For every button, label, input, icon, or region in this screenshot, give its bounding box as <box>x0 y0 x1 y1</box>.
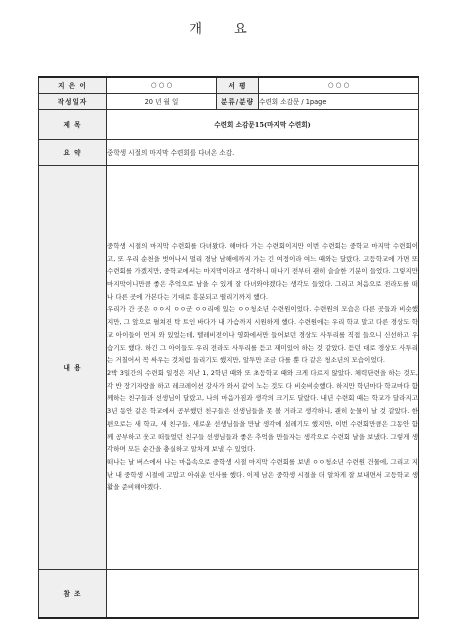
author-value: ○ ○ ○ <box>107 77 217 93</box>
author-label: 지 은 이 <box>39 77 107 93</box>
content-paragraph-3: 2박 3일간의 수련회 일정은 지난 1, 2학년 때와 또 초등학교 때와 크게 다르지 않았다. 체력단련을 하는 것도, 각 반 장기자랑을 하고 레크레이션 강사가 와서 같이 노는 것도 다 비슷비슷했다. 하지만 학년마다 학교마다 함께하는 친구들과 선생님이 달랐고, 나의 마음가짐과 생각의 크기도 달랐다. 내년 수련회 때는 학교가 달라지고 3년 동안 같은 학교에서 공부했던 친구들은 선생님들을 못 볼 거라고 생각하니, 괜히 눈물이 날 것 같았다. 한편으로는 새 학교, 새 친구들, 새로운 선생님들을 만날 생각에 설레기도 했지만, 이번 수련회만큼은 그동안 함께 공부하고 웃고 떠들었던 친구들 선생님들과 좋은 추억을 만들자는 생각으로 수련회 날을 보냈다. 그렇게 생각하며 모든 순간을 충실하고 알차게 보낼 수 있었다. <box>107 369 418 454</box>
category-label: 분류/분량 <box>217 93 259 109</box>
category-value: 수련회 소감문 / 1page <box>259 93 419 109</box>
content-paragraph-2: 우리가 간 곳은 ㅇㅇ시 ㅇㅇ군 ㅇㅇ리에 있는 ㅇㅇ청소년 수련원이었다. 수련원의 모습은 다른 곳들과 비슷했지만, 그 앞으로 펼쳐진 탁 트인 바다가 내 가슴까지 시원하게 했다. 수련원에는 우리 학교 말고 다른 경상도 학교 아이들이 먼저 와 있었는데, 텔레비전이나 영화에서만 들어보던 경상도 사투리를 직접 들으니 신선하고 우습기도 했다. 하긴 그 아이들도 우리 전라도 사투리를 듣고 재미있어 하는 것 같았다. 듣던 대로 경상도 사투리는 거칠어서 꼭 싸우는 것처럼 들리기도 했지만, 알투만 조금 다를 뿐 다 같은 청소년의 모습이었다. <box>107 305 418 365</box>
summary-value: 중학생 시절의 마지막 수련회를 다녀온 소감. <box>107 139 419 165</box>
content-paragraph-4: 떠나는 날 버스에서 나는 마음속으로 중학생 시절 마지막 수련회를 보낸 ㅇㅇ청소년 수련원 건물에, 그리고 지난 내 중학생 시절에 고맙고 아쉬운 인사를 했다. 이제 남은 중학생 시절을 더 알차게 잘 보내면서 고등학교 생활을 준비해야겠다. <box>107 457 418 492</box>
date-label: 작성일자 <box>39 93 107 109</box>
reviewer-value: ○ ○ ○ <box>259 77 419 93</box>
reviewer-label: 서 평 <box>217 77 259 93</box>
title-value: 수련회 소감문15(마지막 수련회) <box>107 109 419 139</box>
content-label: 내 용 <box>39 165 107 569</box>
date-value: 20 년 월 일 <box>107 93 217 109</box>
title-label: 제 목 <box>39 109 107 139</box>
content-body <box>107 165 419 569</box>
content-paragraph-1: 중학생 시절의 마지막 수련회를 다녀왔다. 해마다 가는 수련회이지만 이번 수련회는 중학교 마지막 수련회이고, 또 우리 순천을 벗어나서 멀리 경남 남해에까지 가는 긴 여정이라 여느 때와는 달랐다. 고등학교에 가면 또 수련회를 가겠지만, 중학교에서는 마지막이라고 생각하니 떠나기 전부터 괜히 슬슬한 기분이 들었다. 그렇지만 마지막이니만큼 좋은 추억으로 남을 수 있게 잘 다녀와야겠다는 생각도 들었다. 그리고 처음으로 전라도를 떠나 다른 곳에 가본다는 기대로 흥분되고 떨리기까지 했다. <box>107 241 418 301</box>
review-form-table <box>38 76 419 619</box>
reference-value <box>107 569 419 618</box>
summary-label: 요 약 <box>39 139 107 165</box>
page-title: 개 요 <box>189 22 261 37</box>
reference-label: 참 조 <box>39 569 107 618</box>
